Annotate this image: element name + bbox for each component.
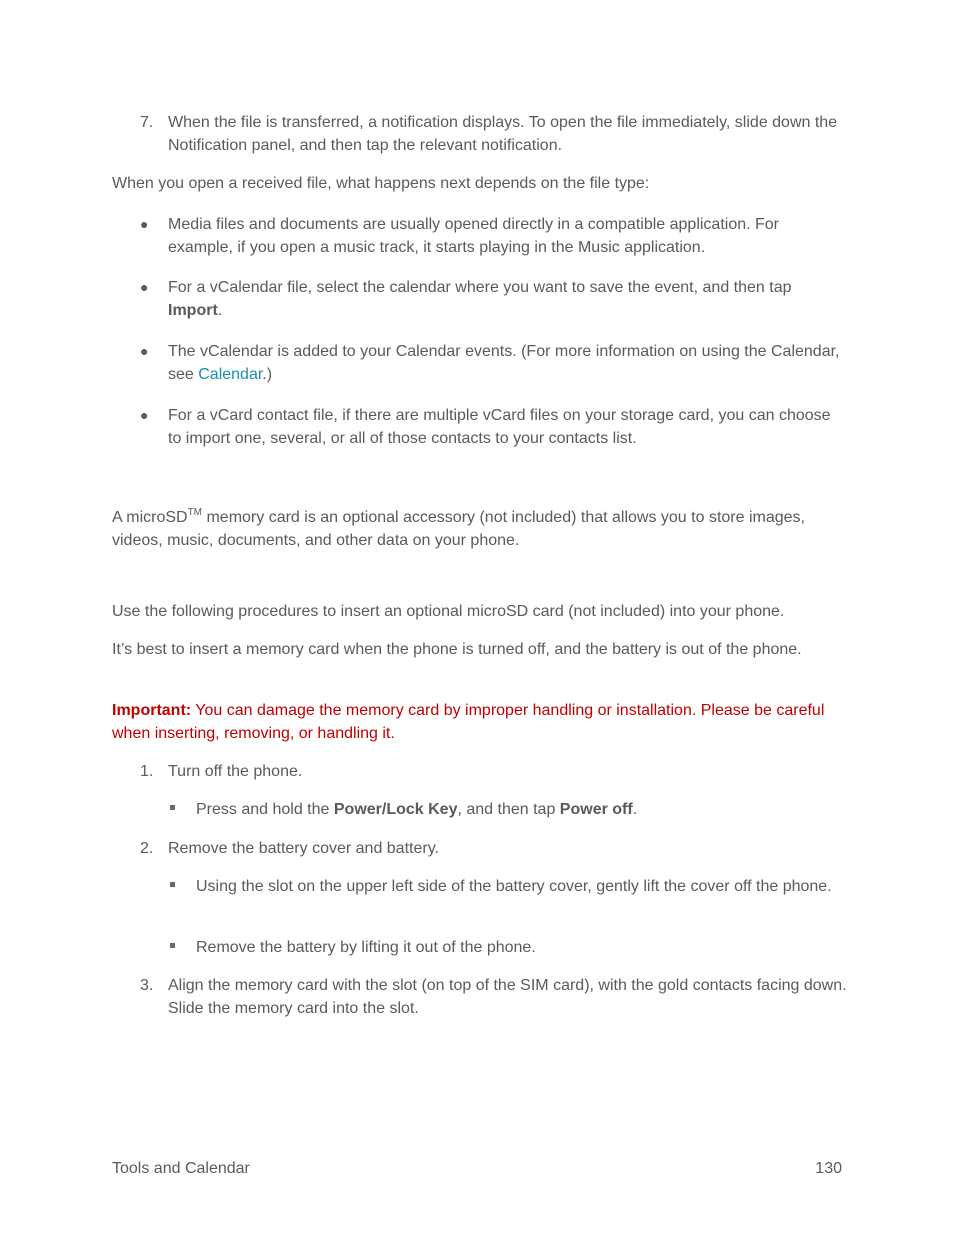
step-7-text: When the file is transferred, a notification displays. To open the file immediately, slide down the Notification panel, and then tap the relevant notification. — [168, 114, 838, 154]
procedures-intro: Use the following procedures to insert an optional microSD card (not included) into your phone. — [112, 603, 785, 620]
bullet-vcalendar-text: For a vCalendar file, select the calendar where you want to save the event, and then tap — [168, 279, 792, 296]
page-number: 130 — [815, 1160, 842, 1177]
step-2-number: 2. — [140, 840, 154, 857]
important-text: You can damage the memory card by improper handling or installation. Please be careful when inserting, removing, or handling it. — [112, 702, 825, 742]
power-off-label: Power off — [559, 801, 633, 818]
step-2-text: Remove the battery cover and battery. — [168, 840, 439, 857]
power-lock-key-label: Power/Lock Key — [333, 801, 458, 818]
square-bullet-icon — [170, 882, 175, 887]
microsd-description — [112, 506, 848, 552]
step-2b-text: Remove the battery by lifting it out of the phone. — [196, 939, 536, 956]
step-1a-post: . — [632, 801, 638, 818]
bullet-icon: ● — [140, 343, 149, 359]
important-warning — [112, 699, 848, 745]
step-1-text: Turn off the phone. — [168, 763, 303, 780]
bullet-vcard-file: For a vCard contact file, if there are multiple vCard files on your storage card, you can choose to import one, several, or all of those contacts to your contacts list. — [168, 407, 831, 447]
trademark-mark: TM — [187, 507, 203, 518]
square-bullet-icon — [170, 805, 175, 810]
best-practice-note: It’s best to insert a memory card when the phone is turned off, and the battery is out of the phone. — [112, 641, 802, 658]
step-1a-text — [196, 798, 848, 821]
bullet-icon: ● — [140, 279, 149, 295]
step-3-number: 3. — [140, 977, 154, 994]
step-3-text: Align the memory card with the slot (on top of the SIM card), with the gold contacts facing down. Slide the memory card into the slot. — [168, 977, 847, 1017]
calendar-link[interactable]: Calendar — [198, 366, 263, 383]
step-1a-pre: Press and hold the — [196, 801, 334, 818]
step-1a-mid: , and then tap — [457, 801, 560, 818]
microsd-text: A microSD — [112, 509, 188, 526]
bullet-media-files: Media files and documents are usually opened directly in a compatible application. For example, if you open a music track, it starts playing in the Music application. — [168, 216, 780, 256]
step-1-number: 1. — [140, 763, 154, 780]
bullet-vcalendar-added-close: .) — [262, 366, 273, 383]
footer-section-title: Tools and Calendar — [112, 1160, 250, 1177]
bullet-icon: ● — [140, 216, 149, 232]
bullet-vcalendar-file — [168, 276, 848, 322]
important-label: Important: — [112, 702, 192, 719]
step-2a-text: Using the slot on the upper left side of the battery cover, gently lift the cover off the phone. — [196, 878, 832, 895]
square-bullet-icon — [170, 943, 175, 948]
bullet-vcalendar-added-text: The vCalendar is added to your Calendar events. (For more information on using the Calendar, see — [168, 343, 840, 383]
microsd-text-rest: memory card is an optional accessory (not included) that allows you to store images, videos, music, documents, and other data on your phone. — [112, 509, 805, 549]
received-file-intro: When you open a received file, what happens next depends on the file type: — [112, 175, 650, 192]
bullet-vcalendar-period: . — [217, 302, 223, 319]
bullet-icon: ● — [140, 407, 149, 423]
step-7-number: 7. — [140, 114, 154, 131]
bullet-vcalendar-added — [168, 340, 848, 386]
import-label: Import — [168, 302, 218, 319]
